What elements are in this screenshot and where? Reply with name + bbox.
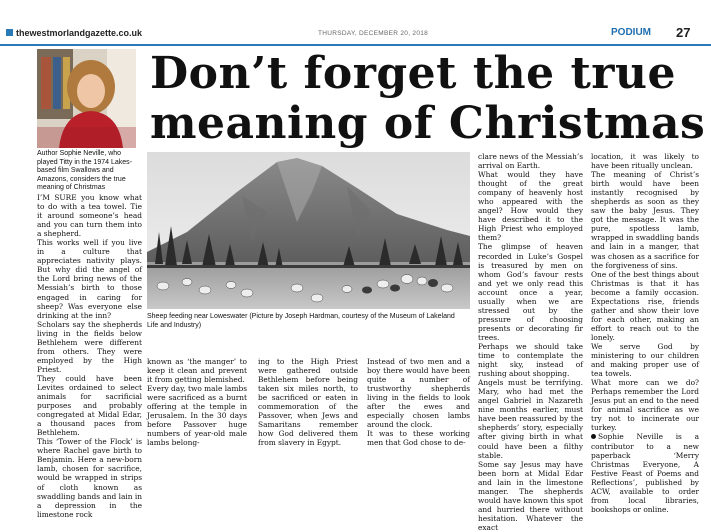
paragraph: What would they have thought of the great company of heavenly host who appeared with the angel? How would they have described it to the High Priest who employed them?: [478, 170, 583, 243]
body-column-3: [258, 357, 358, 447]
paragraph: Every day, two male lambs were sacrificed as a burnt offering at the temple in Jerusalem. In the 30 days before Passover huge numbers of year-old male lambs belong-: [147, 384, 247, 448]
paragraph: What more can we do? Perhaps remember the Lord Jesus put an end to the need for animal sacrifice as we try not to incinerate our turkey.: [591, 378, 699, 433]
issue-date: THURSDAY, DECEMBER 20, 2018: [318, 30, 429, 37]
paragraph: It was to these working men that God chose to de-: [367, 429, 470, 448]
paragraph: Some say Jesus may have been born at Midal Edar and lain in the limestone manger. The shepherds would have known this spot and hurried there without hesitation. Whatever the exact: [478, 459, 583, 532]
hero-caption: Sheep feeding near Loweswater (Picture by Joseph Hardman, courtesy of the Museum of Lakeland Life and Industry): [147, 313, 455, 329]
paragraph: location, it was likely to have been ritually unclean.: [591, 152, 699, 171]
paragraph: Angels must be terrifying. Mary, who had met the angel Gabriel in Nazareth nine months earlier, must have been reassured by the shepherds’ story, especially after giving birth in what could have been a filthy stable.: [478, 378, 583, 460]
body-column-5: [478, 152, 583, 532]
paragraph: Scholars say the shepherds living in the fields below Bethlehem were different from others. They were employed by the High Priest.: [37, 319, 142, 374]
page-number: 27: [676, 25, 691, 40]
author-photo: [37, 49, 136, 148]
paragraph: Instead of two men and a boy there would have been quite a number of trustworthy shepherds living in the fields to look after the ewes and especially chosen lambs around the clock.: [367, 357, 470, 430]
paragraph: ing to the High Priest were gathered outside Bethlehem before being taken six miles north, to be sacrificed or eaten in commemoration of the Passover, when Jews and Samaritans remember how God delivered them from slavery in Egypt.: [258, 357, 358, 448]
author-portrait-image: [37, 49, 136, 148]
headline: Don’t forget the true meaning of Christmas: [150, 48, 706, 149]
site-logo-icon: [6, 29, 13, 36]
body-column-2: [147, 357, 247, 447]
sheep-landscape-image: [147, 152, 470, 309]
paragraph: This works well if you live in a culture that appreciates nativity plays. But why did the angel of the Lord bring news of the Messiah’s birth to those engaged in caring for sheep? Was everyone else drinking at the inn?: [37, 238, 142, 320]
bullet-icon: [591, 434, 596, 439]
header-rule: [0, 44, 711, 46]
paragraph: This ‘Tower of the Flock’ is where Rachel gave birth to Benjamin. Here a new-born lamb, chosen for sacrifice, would be wrapped in strips of cloth known as swaddling bands and lain in a depression in the limestone rock: [37, 437, 142, 519]
section-label: PODIUM: [611, 27, 651, 38]
paragraph: They could have been Levites ordained to select animals for sacrificial purposes and probably congregated at Midal Edar, a thousand paces from Bethlehem.: [37, 373, 142, 438]
paragraph: The glimpse of heaven recorded in Luke’s Gospel is treasured by men on whom God’s favour rests and yet we only read this account once a year, usually when we are stressed out by the pressure of choosing presents or decorating fir trees.: [478, 242, 583, 342]
page-header: [0, 26, 711, 44]
site-url: thewestmorlandgazette.co.uk: [16, 28, 143, 38]
body-column-6: [591, 152, 699, 514]
hero-picture: [147, 152, 470, 309]
author-note-text: Sophie Neville is a contributor to a new paperback ‘Merry Christmas Everyone, A Festive Feast of Poems and Reflections’, published by ACW, available to order from local libraries, bookshops or online.: [591, 432, 699, 514]
body-column-4: [367, 357, 470, 447]
paragraph: We serve God by ministering to our children and making proper use of tea towels.: [591, 341, 699, 379]
paragraph: Perhaps we should take time to contemplate the night sky, instead of rushing about shopping.: [478, 341, 583, 379]
body-column-1: [37, 193, 142, 519]
paragraph: known as ‘the manger’ to keep it clean and prevent it from getting blemished.: [147, 357, 247, 385]
site-name: [6, 28, 142, 38]
paragraph: I’M SURE you know what to do with a tea towel. Tie it around someone’s head and you can turn them into a shepherd.: [37, 193, 142, 239]
author-caption: Author Sophie Neville, who played Titty in the 1974 Lakes-based film Swallows and Amazons, considers the true meaning of Christmas: [37, 150, 132, 192]
paragraph: clare news of the Messiah’s arrival on Earth.: [478, 152, 583, 171]
paragraph: One of the best things about Christmas is that it has become a family occasion. Expectations rise, friends gather and show their love for each other, making an effort to reach out to the lonely.: [591, 269, 699, 342]
paragraph: The meaning of Christ’s birth would have been instantly recognised by shepherds as soon as they saw the baby Jesus. They got the message. It was the pure, spotless lamb, wrapped in swaddling bands and lain in a manger, that was chosen as a sacrifice for the forgiveness of sins.: [591, 170, 699, 270]
author-note: [591, 432, 699, 513]
